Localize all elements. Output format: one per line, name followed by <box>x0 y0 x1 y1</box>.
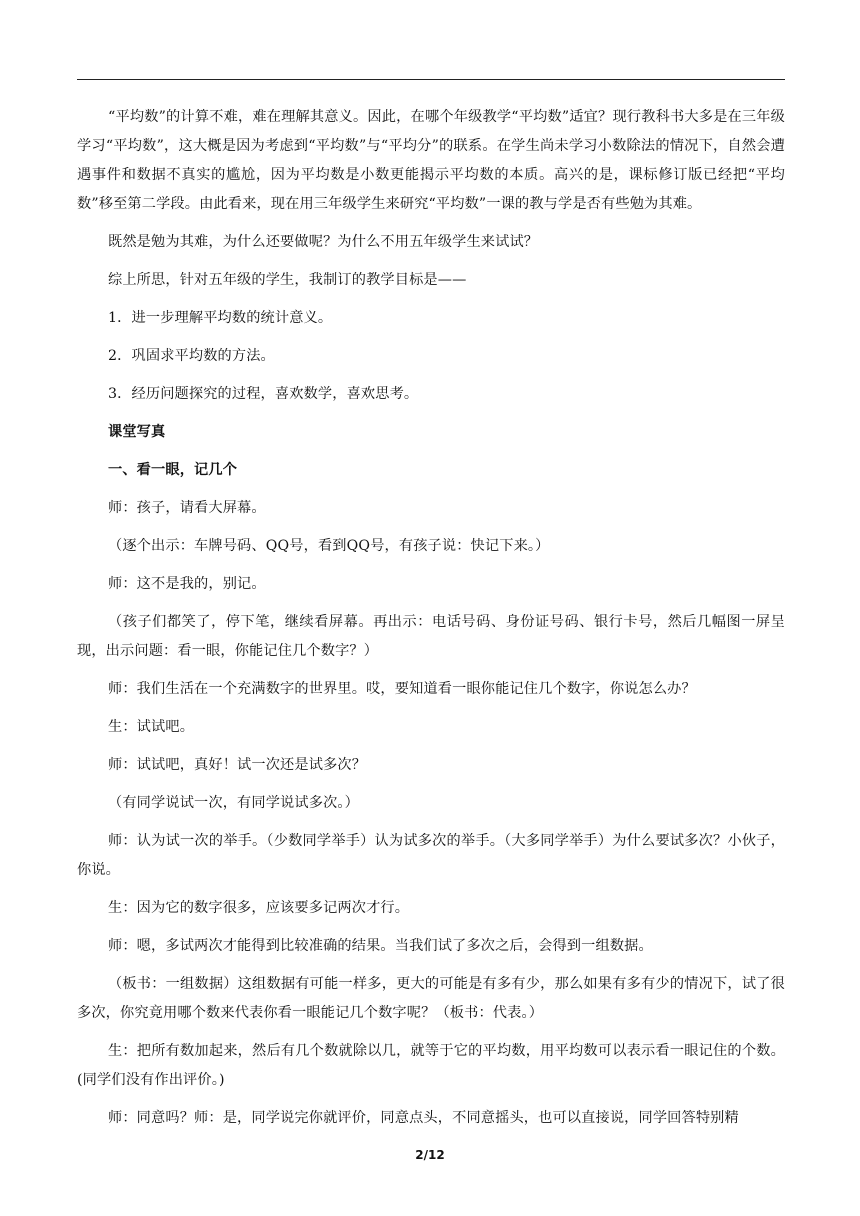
paragraph: 师：认为试一次的举手。（少数同学举手）认为试多次的举手。（大多同学举手）为什么要试多次？小伙子，你说。 <box>77 833 785 878</box>
paragraph: （孩子们都笑了，停下笔，继续看屏幕。再出示：电话号码、身份证号码、银行卡号，然后几幅图一屏呈现，出示问题：看一眼，你能记住几个数字？） <box>77 614 785 659</box>
paragraph: （逐个出示：车牌号码、QQ号，看到QQ号，有孩子说：快记下来。） <box>108 538 550 554</box>
paragraph: 师：同意吗？师：是，同学说完你就评价，同意点头，不同意摇头，也可以直接说，同学回答特别精 <box>108 1110 739 1126</box>
paragraph: “平均数”的计算不难，难在理解其意义。因此，在哪个年级教学“平均数”适宜？现行教科书大多是在三年级学习“平均数”，这大概是因为考虑到“平均数”与“平均分”的联系。在学生尚未学习小数除法的情况下，自然会遭遇事件和数据不真实的尴尬，因为平均数是小数更能揭示平均数的本质。高兴的是，课标修订版已经把“平均数”移至第二学段。由此看来，现在用三年级学生来研究“平均数”一课的教与学是否有些勉为其难。 <box>77 109 785 212</box>
paragraph: 师：嗯，多试两次才能得到比较准确的结果。当我们试了多次之后，会得到一组数据。 <box>108 938 653 954</box>
paragraph: 生：因为它的数字很多，应该要多记两次才行。 <box>108 900 410 916</box>
section-heading: 课堂写真 <box>108 424 166 440</box>
paragraph: 师：试试吧，真好！试一次还是试多次？ <box>108 757 367 773</box>
paragraph: （板书：一组数据）这组数据有可能一样多，更大的可能是有多有少，那么如果有多有少的情况下，试了很多次，你究竟用哪个数来代表你看一眼能记几个数字呢？（板书：代表。） <box>77 976 785 1021</box>
list-item: 3．经历问题探究的过程，喜欢数学，喜欢思考。 <box>108 386 419 402</box>
paragraph: 生：试试吧。 <box>108 719 195 735</box>
subsection-heading: 一、看一眼，记几个 <box>108 462 238 478</box>
list-item: 2．巩固求平均数的方法。 <box>108 348 275 364</box>
paragraph: 综上所思，针对五年级的学生，我制订的教学目标是—— <box>108 272 467 288</box>
paragraph: 师：孩子，请看大屏幕。 <box>108 500 266 516</box>
paragraph: 师：这不是我的，别记。 <box>108 576 266 592</box>
paragraph: 生：把所有数加起来，然后有几个数就除以几，就等于它的平均数，用平均数可以表示看一眼记住的个数。(同学们没有作出评价。) <box>77 1043 785 1088</box>
document-body <box>77 103 785 1142</box>
page-number: 2/12 <box>415 1148 445 1162</box>
paragraph: 既然是勉为其难，为什么还要做呢？为什么不用五年级学生来试试？ <box>108 234 539 250</box>
paragraph: （有同学说试一次，有同学说试多次。） <box>108 795 359 811</box>
list-item: 1．进一步理解平均数的统计意义。 <box>108 310 333 326</box>
paragraph: 师：我们生活在一个充满数字的世界里。哎，要知道看一眼你能记住几个数字，你说怎么办？ <box>108 681 696 697</box>
header-rule <box>77 79 785 80</box>
